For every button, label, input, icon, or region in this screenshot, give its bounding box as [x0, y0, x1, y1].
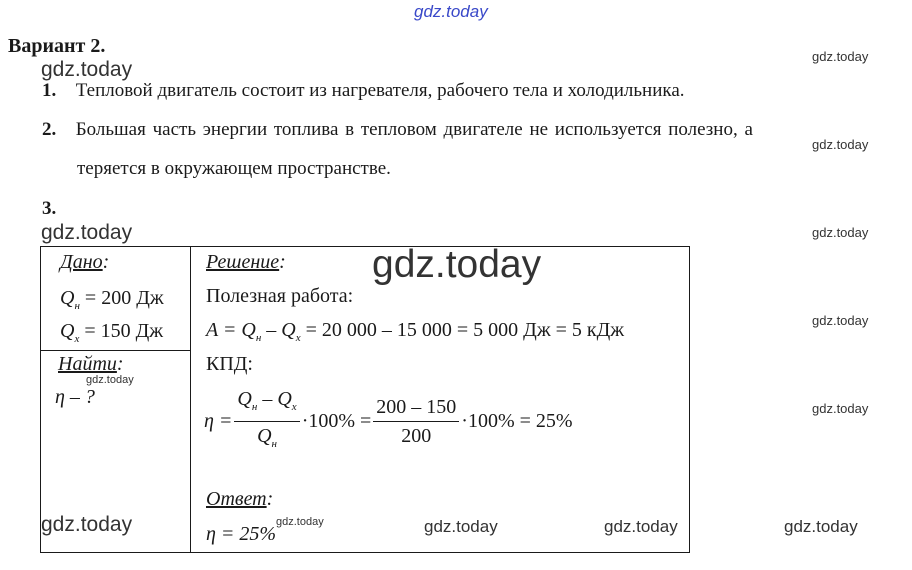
watermark: gdz.today: [41, 513, 133, 536]
list-item: [42, 80, 685, 102]
solution-label: Решение:: [206, 251, 286, 273]
fraction-numeric: $\frac{200 - 150}{200}$: [373, 395, 459, 448]
watermark: gdz.today: [276, 516, 324, 528]
watermark-top: gdz.today: [414, 2, 488, 21]
useful-work-label: Полезная работа:: [206, 285, 354, 307]
given-label: Дано:: [60, 251, 110, 273]
item-text-continued: теряется в окружающем пространстве.: [77, 158, 391, 179]
item-number: 3.: [42, 198, 57, 219]
find-label: Найти:: [58, 353, 124, 375]
table-border-left: [40, 246, 41, 553]
watermark: gdz.today: [812, 313, 869, 328]
table-border-top: [40, 246, 690, 247]
fraction-symbolic: $\frac{Q_н - Q_х}{Q_н}$: [234, 387, 299, 456]
watermark-large: gdz.today: [372, 243, 542, 286]
table-border-right: [689, 246, 690, 553]
watermark: gdz.today: [812, 401, 869, 416]
watermark: gdz.today: [812, 225, 869, 240]
list-item: [42, 119, 753, 141]
item-number: 2.: [42, 119, 57, 140]
answer-value: η = 25%: [206, 523, 277, 545]
efficiency-label: КПД:: [206, 353, 253, 375]
watermark: gdz.today: [784, 517, 858, 536]
item-text: Тепловой двигатель состоит из нагревателя, рабочего тела и холодильника.: [75, 80, 685, 101]
answer-label: Ответ:: [206, 488, 274, 510]
table-border-bottom: [40, 552, 690, 553]
watermark: gdz.today: [812, 137, 869, 152]
watermark: gdz.today: [604, 517, 678, 536]
item-number: 1.: [42, 80, 57, 101]
watermark: gdz.today: [41, 58, 133, 81]
watermark: gdz.today: [41, 221, 133, 244]
work-formula: $A = Q_н - Q_х = 20$ 000 – 15 000 = 5 000 Дж = 5 кДж: [206, 319, 625, 344]
given-qx: $Q_х = 150$ Дж: [60, 320, 164, 345]
variant-title: Вариант 2.: [8, 35, 106, 57]
find-target: η – ?: [55, 386, 95, 408]
table-divider-vertical: [190, 246, 191, 553]
table-divider-horizontal: [40, 350, 191, 351]
watermark: gdz.today: [424, 517, 498, 536]
given-qh: $Q_н = 200$ Дж: [60, 287, 164, 312]
item-text: Большая часть энергии топлива в тепловом двигателе не используется полезно, а: [75, 119, 753, 140]
watermark: gdz.today: [86, 374, 134, 386]
watermark: gdz.today: [812, 49, 869, 64]
efficiency-formula: η = $\frac{Q_н - Q_х}{Q_н}$ ·100% = $\frac{200 - 150}{200}$ ·100% = 25%: [204, 387, 573, 456]
